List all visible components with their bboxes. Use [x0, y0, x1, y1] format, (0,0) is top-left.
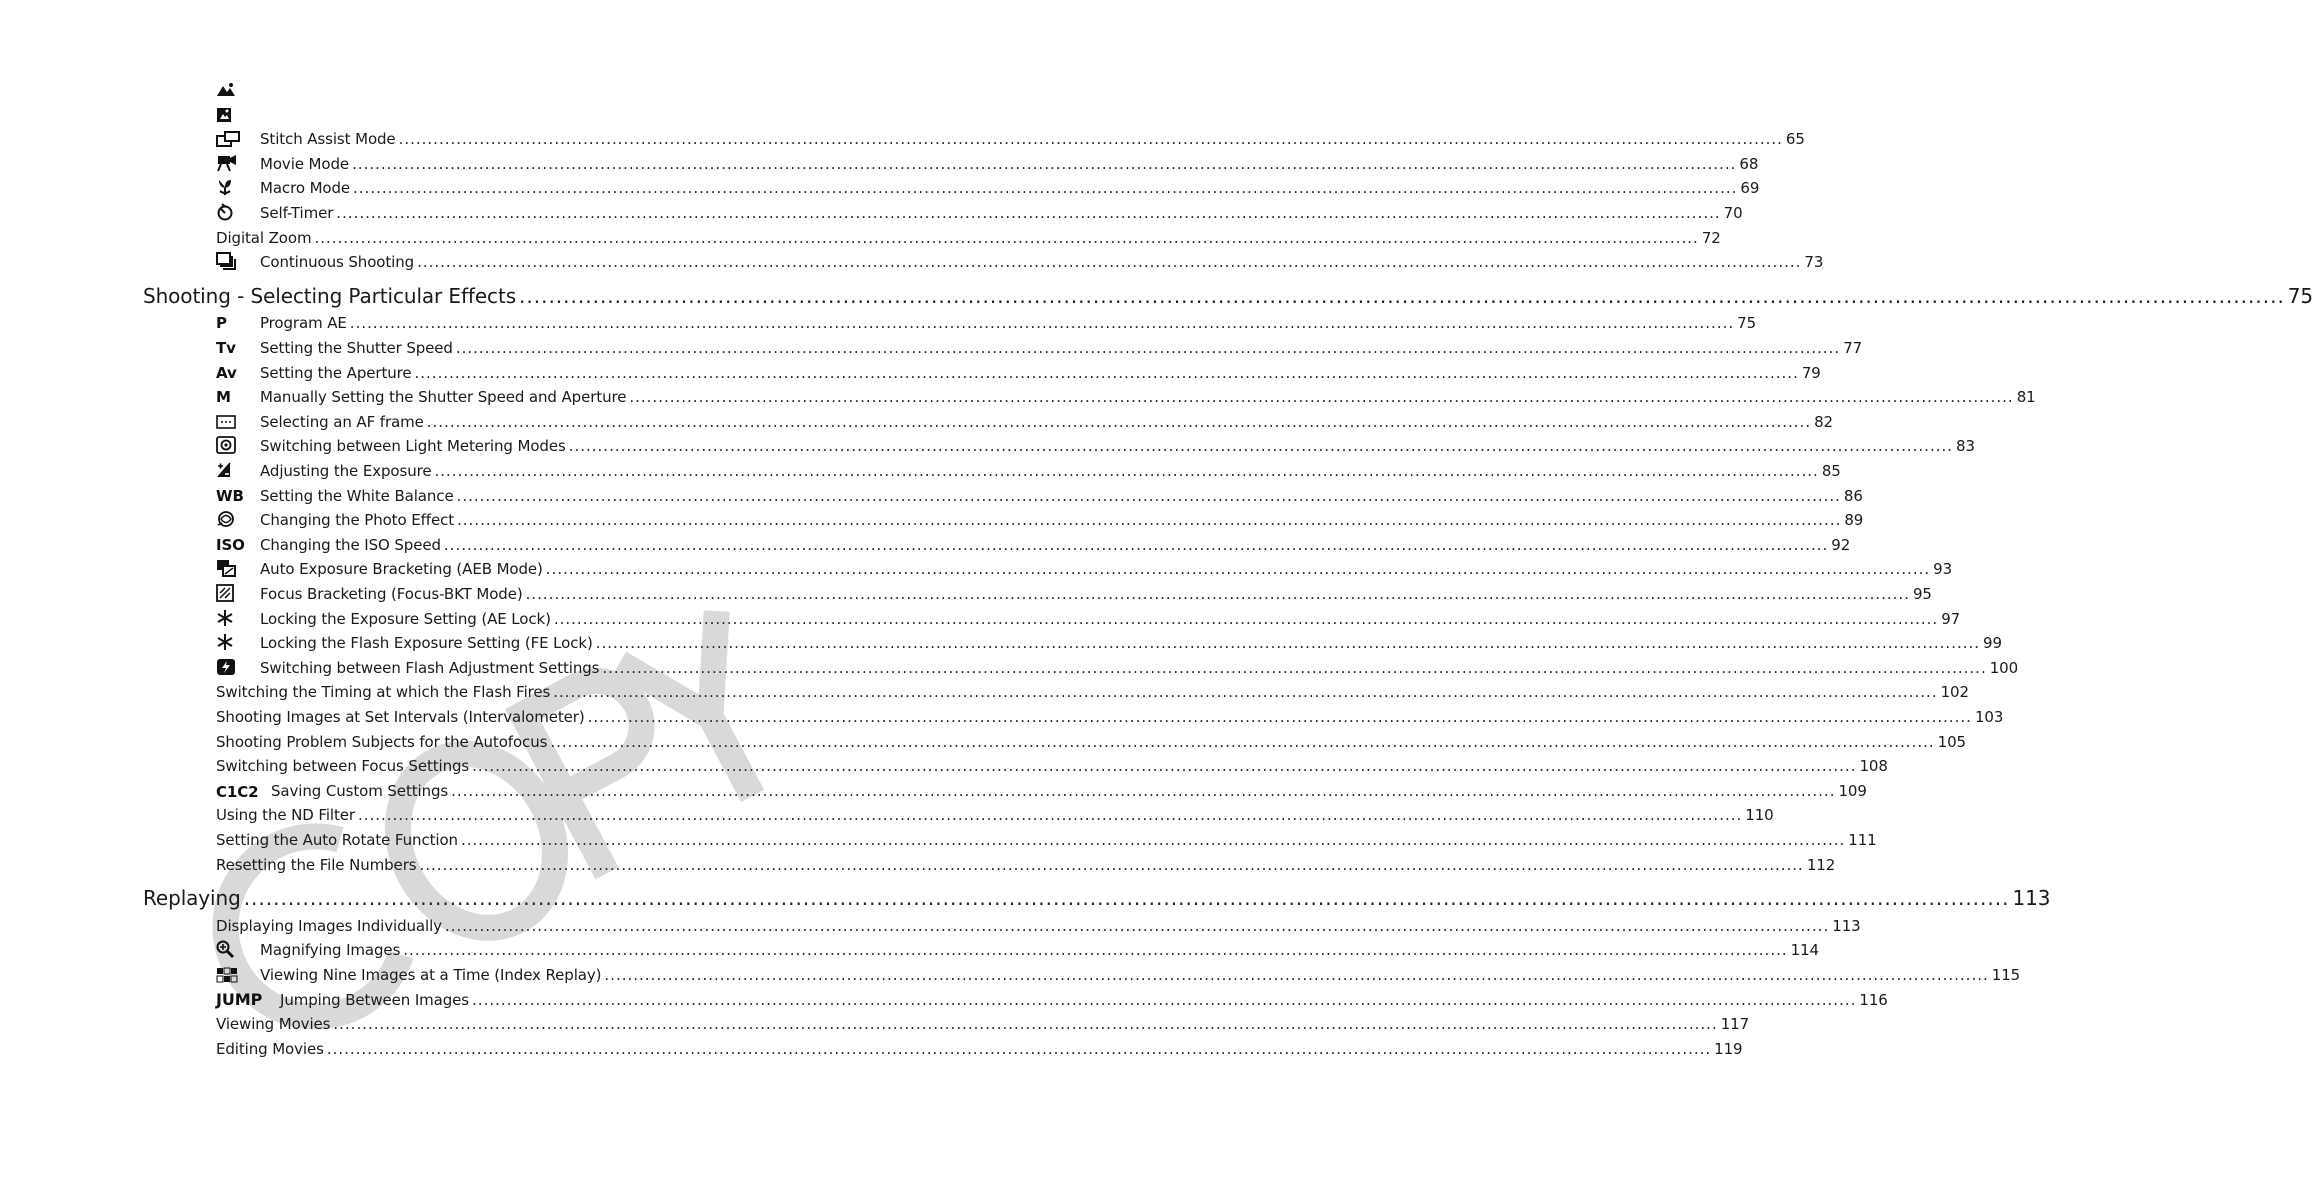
page-number: 79 — [1801, 363, 1821, 382]
page-number: 110 — [1745, 806, 1774, 825]
page-number: 95 — [1912, 585, 1932, 603]
dot-leader — [569, 436, 1953, 456]
dot-leader — [419, 855, 1803, 875]
toc-entry[interactable] — [216, 338, 1863, 358]
toc-entry[interactable] — [216, 781, 1867, 801]
toc-entry[interactable] — [216, 486, 1863, 506]
dot-leader — [244, 885, 2010, 911]
page-number: 108 — [1859, 757, 1888, 776]
metering-icon — [216, 436, 260, 456]
dot-leader — [445, 916, 1829, 936]
entry-title: Jumping Between Images — [280, 990, 470, 1009]
page-number: 83 — [1956, 437, 1975, 456]
night-scene-icon — [216, 105, 260, 125]
dot-leader — [553, 682, 1937, 702]
toc-entry[interactable] — [216, 916, 1861, 936]
entry-title: Continuous Shooting — [260, 253, 415, 272]
page-number: 115 — [1991, 966, 2021, 984]
dot-leader — [461, 830, 1845, 850]
page-number: 93 — [1933, 560, 1953, 579]
entry-title: Focus Bracketing (Focus-BKT Mode) — [260, 585, 523, 603]
page-number: 70 — [1723, 204, 1743, 222]
dot-leader — [451, 781, 1835, 801]
dot-leader — [604, 965, 1988, 985]
custom-c1-c2-icon — [216, 781, 271, 801]
page-number: 99 — [1983, 634, 2002, 653]
entry-title: Editing Movies — [216, 1039, 324, 1058]
entry-title: Setting the Auto Rotate Function — [216, 831, 458, 849]
ae-lock-icon — [216, 609, 260, 629]
stitch-assist-icon — [216, 129, 260, 149]
toc-entry[interactable] — [216, 105, 770, 125]
toc-entry[interactable] — [216, 178, 1760, 198]
toc-entry[interactable] — [216, 363, 1821, 383]
page-number: 73 — [1804, 253, 1824, 272]
toc-entry[interactable] — [216, 756, 1888, 776]
dot-leader — [444, 535, 1828, 555]
toc-entry[interactable] — [216, 830, 1877, 850]
entry-title: Resetting the File Numbers — [216, 855, 417, 874]
entry-title: Viewing Movies — [216, 1015, 331, 1034]
toc-entry[interactable] — [216, 313, 1757, 333]
page-number: 105 — [1937, 732, 1966, 751]
toc-entry[interactable] — [216, 559, 1953, 579]
entry-title: Shooting Images at Set Intervals (Intervalometer) — [216, 708, 585, 726]
dot-leader — [596, 633, 1980, 653]
av-icon: Av — [216, 363, 237, 382]
jump-icon: JUMP — [216, 989, 263, 1009]
page-number: 65 — [1785, 130, 1805, 149]
dot-leader — [554, 609, 1938, 629]
page-number: 111 — [1848, 831, 1877, 849]
iso-icon: ISO — [216, 535, 245, 554]
index-replay-icon — [216, 965, 260, 985]
entry-title: Switching the Timing at which the Flash Fires — [216, 683, 551, 702]
dot-leader — [415, 363, 1799, 383]
entry-title: Selecting an AF frame — [260, 412, 424, 431]
dot-leader — [629, 387, 2013, 407]
white-balance-icon: WB — [216, 486, 244, 505]
page-number: 116 — [1859, 990, 1888, 1009]
flash-adjust-icon — [216, 658, 260, 678]
tv-icon: Tv — [216, 339, 236, 357]
page-number: 81 — [2016, 388, 2036, 407]
entry-title: Changing the Photo Effect — [260, 511, 455, 530]
entry-title: Digital Zoom — [216, 228, 312, 247]
dot-leader — [472, 990, 1856, 1010]
toc-entry[interactable] — [216, 228, 1721, 248]
manual-icon: M — [216, 388, 231, 407]
dot-leader — [336, 203, 1720, 223]
entry-title: Macro Mode — [260, 179, 351, 198]
entry-title: Displaying Images Individually — [216, 916, 442, 935]
page-number: 89 — [1844, 511, 1864, 530]
dot-leader — [526, 584, 1910, 604]
dot-leader — [434, 461, 1818, 481]
toc-entry[interactable] — [216, 154, 1759, 174]
page-number: 86 — [1843, 486, 1863, 505]
svg-text:C1C2: C1C2 — [216, 782, 259, 801]
entry-title: Setting the White Balance — [260, 486, 454, 505]
page-number: 77 — [1843, 339, 1863, 357]
dot-leader — [417, 252, 1801, 272]
page-number: 75 — [2287, 283, 2313, 308]
dot-leader — [550, 732, 1934, 752]
entry-title: Adjusting the Exposure — [260, 462, 432, 480]
dot-leader — [472, 756, 1856, 776]
page-number: 69 — [1740, 179, 1760, 198]
focus-bkt-icon — [216, 584, 260, 604]
magnify-icon — [216, 940, 260, 960]
movie-icon — [216, 154, 260, 174]
toc-entry[interactable] — [216, 535, 1851, 555]
entry-title: Manually Setting the Shutter Speed and Aperture — [260, 388, 627, 407]
section-title: Replaying — [143, 886, 241, 911]
dot-leader — [352, 154, 1736, 174]
page-number: 113 — [1832, 916, 1861, 935]
toc-section-heading[interactable] — [143, 283, 2313, 309]
toc-entry[interactable] — [216, 203, 1743, 223]
page-number: 68 — [1739, 154, 1759, 173]
page-number: 85 — [1821, 462, 1841, 480]
entry-title: Movie Mode — [260, 154, 350, 173]
entry-title: Switching between Focus Settings — [216, 757, 470, 776]
toc-entry[interactable] — [216, 805, 1774, 825]
page-number: 114 — [1790, 941, 1819, 960]
dot-leader — [314, 228, 1698, 248]
fe-lock-icon — [216, 633, 260, 653]
page-number: 72 — [1701, 228, 1721, 247]
dot-leader — [519, 283, 2285, 309]
dot-leader — [602, 658, 1986, 678]
toc-entry[interactable] — [216, 387, 2036, 407]
toc-entry[interactable] — [216, 633, 2002, 653]
page-number: 102 — [1940, 683, 1969, 702]
toc-section-heading[interactable] — [143, 885, 2051, 911]
dot-leader — [403, 940, 1787, 960]
entry-title: Using the ND Filter — [216, 806, 355, 825]
page-number: 97 — [1941, 609, 1961, 628]
entry-title: Saving Custom Settings — [271, 781, 449, 800]
page-number: 112 — [1806, 855, 1836, 874]
dot-leader — [353, 178, 1737, 198]
toc-entry[interactable] — [216, 965, 2021, 985]
entry-title: Magnifying Images — [260, 941, 401, 960]
page-number: 119 — [1714, 1039, 1743, 1058]
entry-title: Auto Exposure Bracketing (AEB Mode) — [260, 560, 543, 579]
entry-title: Locking the Flash Exposure Setting (FE Lock) — [260, 634, 593, 653]
page-number: 109 — [1838, 781, 1867, 800]
toc-entry[interactable] — [216, 658, 2019, 678]
entry-title: Setting the Aperture — [260, 363, 412, 382]
page-number: 92 — [1831, 535, 1851, 554]
dot-leader — [456, 338, 1840, 358]
dot-leader — [333, 1014, 1717, 1034]
exposure-comp-icon — [216, 461, 260, 481]
page-number: 113 — [2012, 886, 2051, 911]
dot-leader — [546, 559, 1930, 579]
page-number: 117 — [1720, 1015, 1750, 1034]
page-number: 103 — [1974, 708, 2004, 726]
dot-leader — [588, 707, 1972, 727]
entry-title: Stitch Assist Mode — [260, 130, 396, 149]
dot-leader — [350, 313, 1734, 333]
toc-entry[interactable] — [216, 1014, 1750, 1034]
section-title: Shooting - Selecting Particular Effects — [143, 283, 517, 308]
entry-title: Shooting Problem Subjects for the Autofocus — [216, 732, 548, 751]
self-timer-icon — [216, 203, 260, 223]
page-number: 100 — [1989, 658, 2019, 677]
toc-entry[interactable] — [216, 436, 1975, 456]
toc-entry[interactable] — [216, 80, 770, 100]
toc-entry[interactable] — [216, 707, 2004, 727]
photo-effect-icon — [216, 510, 260, 530]
dot-leader — [457, 486, 1841, 506]
entry-title: Locking the Exposure Setting (AE Lock) — [260, 609, 551, 628]
entry-title: Switching between Flash Adjustment Settings — [260, 658, 600, 677]
entry-title: Viewing Nine Images at a Time (Index Replay) — [260, 966, 602, 984]
page-number: 75 — [1737, 314, 1757, 333]
toc-entry[interactable] — [216, 129, 1805, 149]
toc-entry[interactable] — [216, 412, 1833, 432]
dot-leader — [457, 510, 1841, 530]
toc-entry[interactable] — [216, 682, 1969, 702]
toc-entry[interactable] — [216, 1039, 1743, 1059]
dot-leader — [358, 805, 1742, 825]
continuous-shooting-icon — [216, 252, 260, 272]
entry-title: Program AE — [260, 314, 347, 333]
af-frame-icon — [216, 412, 260, 432]
landscape-icon — [216, 80, 260, 100]
toc-entry[interactable] — [216, 510, 1864, 530]
entry-title: Switching between Light Metering Modes — [260, 437, 566, 456]
macro-flower-icon — [216, 178, 260, 198]
toc-entry[interactable] — [216, 252, 1824, 272]
dot-leader — [399, 129, 1783, 149]
page-number: 82 — [1814, 412, 1833, 431]
toc-entry[interactable] — [216, 584, 1932, 604]
toc-entry[interactable] — [216, 732, 1966, 752]
toc-entry[interactable] — [216, 940, 1819, 960]
toc-entry[interactable] — [216, 989, 1888, 1010]
toc-entry[interactable] — [216, 855, 1836, 875]
entry-title: Self-Timer — [260, 204, 334, 222]
toc-entry[interactable] — [216, 461, 1841, 481]
entry-title: Changing the ISO Speed — [260, 535, 441, 554]
program-ae-icon: P — [216, 314, 227, 333]
toc-entry[interactable] — [216, 609, 1961, 629]
entry-title: Setting the Shutter Speed — [260, 339, 453, 357]
aeb-icon — [216, 559, 260, 579]
dot-leader — [427, 412, 1811, 432]
dot-leader — [327, 1039, 1711, 1059]
